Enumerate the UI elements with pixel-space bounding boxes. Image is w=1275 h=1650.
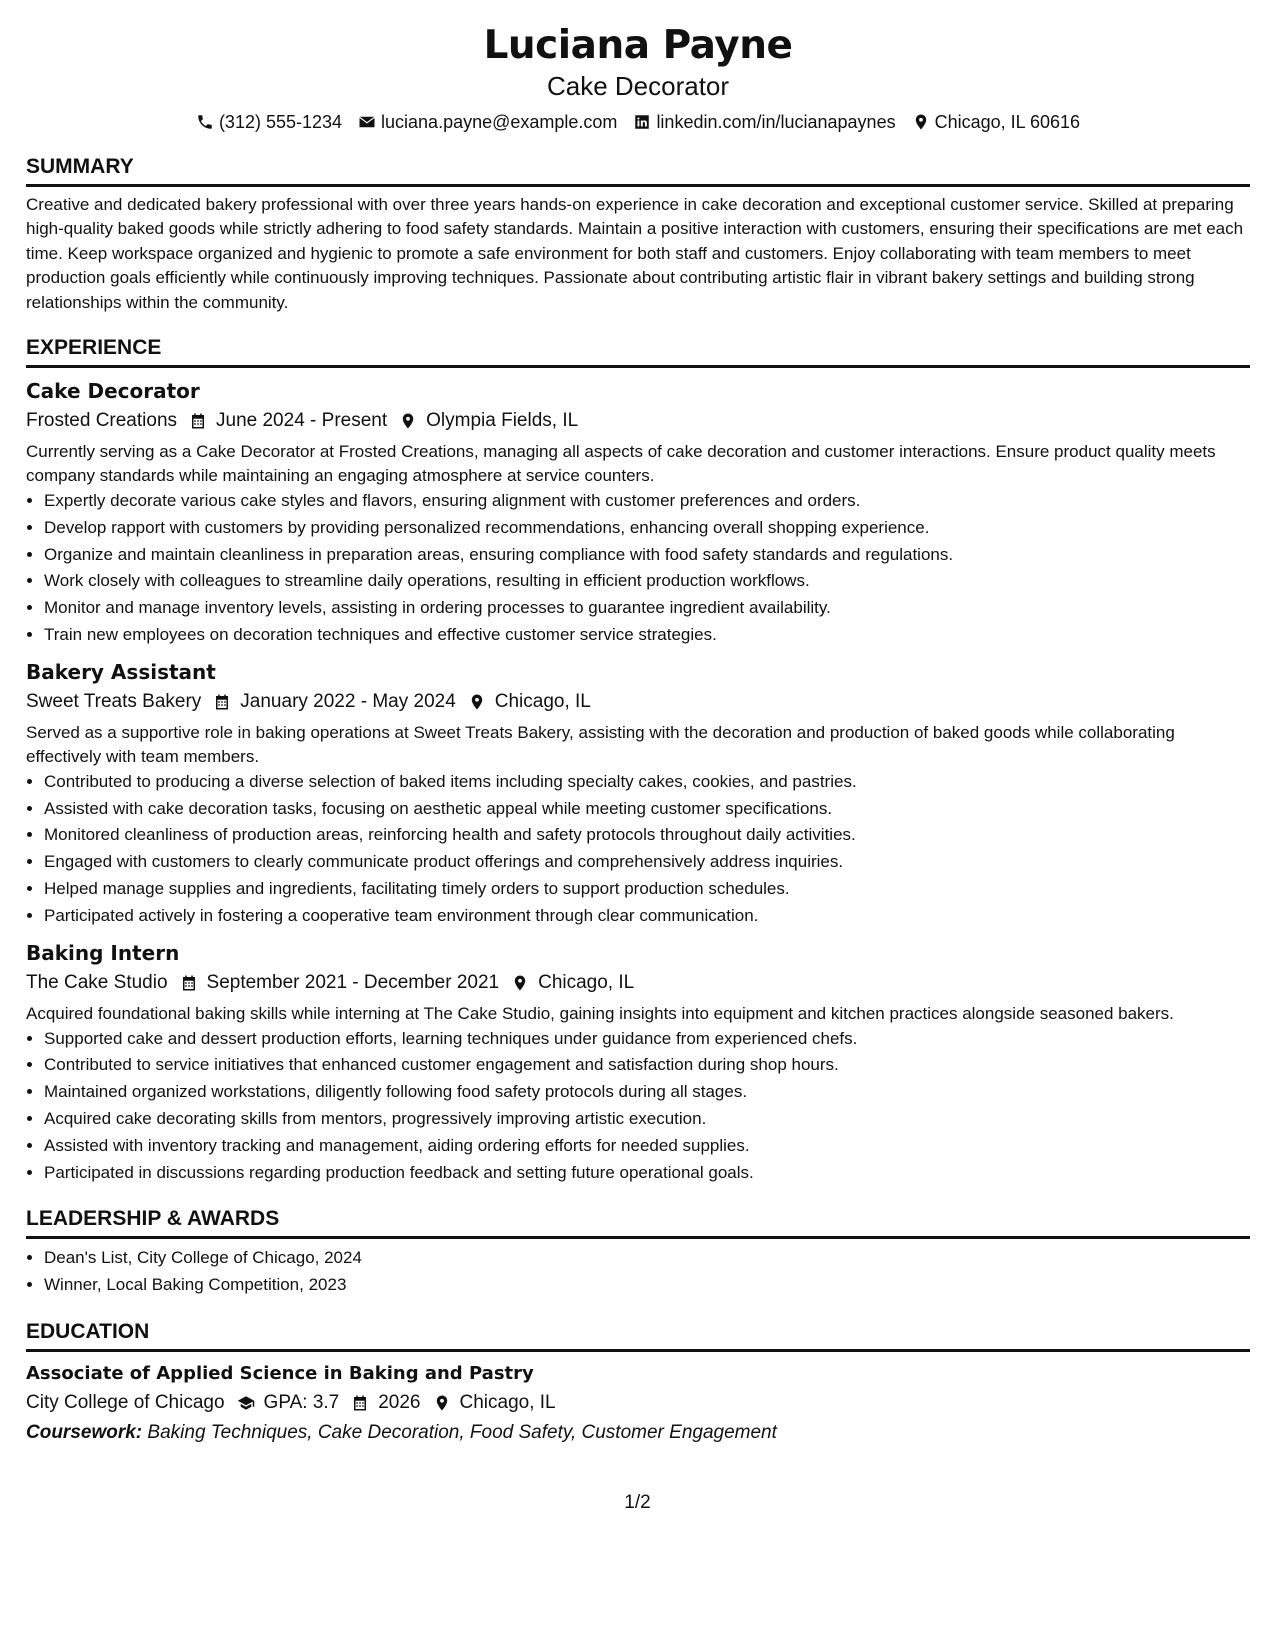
contact-location: [912, 110, 1080, 134]
job-title: Cake Decorator: [26, 379, 200, 404]
contact-linkedin[interactable]: [633, 110, 895, 134]
coursework-label: Coursework:: [26, 1421, 143, 1443]
job-bullets: [26, 769, 1250, 930]
list-item: • Winner, Local Baking Competition, 2023: [44, 1272, 1250, 1299]
summary-heading: SUMMARY: [26, 154, 1250, 187]
calendar-icon: [351, 1394, 369, 1412]
phone-text: (312) 555-1234: [218, 112, 343, 132]
map-pin-icon: [468, 693, 486, 711]
coursework-text: Baking Techniques, Cake Decoration, Food Safety, Customer Engagement: [147, 1421, 777, 1443]
job-dates: June 2024 - Present: [216, 410, 388, 432]
list-item: • Develop rapport with customers by providing personalized recommendations, enhancing overall shopping experience.: [44, 515, 1250, 542]
job-entry: [26, 659, 1250, 930]
job-meta: [26, 970, 1250, 996]
list-item: • Train new employees on decoration techniques and effective customer service strategies.: [44, 622, 1250, 649]
linkedin-text[interactable]: linkedin.com/in/lucianapaynes: [656, 112, 896, 132]
education-location: Chicago, IL: [459, 1391, 556, 1413]
job-meta: [26, 408, 1250, 434]
leadership-list: [26, 1245, 1250, 1299]
list-item: • Assisted with cake decoration tasks, focusing on aesthetic appeal while meeting customer specifications.: [44, 796, 1250, 823]
list-item: • Supported cake and dessert production efforts, learning techniques under guidance from experienced chefs.: [44, 1026, 1250, 1053]
candidate-role: Cake Decorator: [546, 71, 730, 101]
list-item: • Dean's List, City College of Chicago, 2024: [44, 1245, 1250, 1272]
page-number: 1/2: [624, 1492, 651, 1513]
list-item: • Maintained organized workstations, diligently following food safety protocols during all stages.: [44, 1079, 1250, 1106]
map-pin-icon: [433, 1394, 451, 1412]
list-item: • Monitored cleanliness of production areas, reinforcing health and safety protocols throughout daily activities.: [44, 822, 1250, 849]
job-bullets: [26, 1026, 1250, 1187]
location-text: Chicago, IL 60616: [934, 112, 1081, 132]
linkedin-icon: [633, 113, 651, 131]
contact-line: [26, 110, 1250, 134]
graduation-cap-icon: [237, 1394, 255, 1412]
job-company: Sweet Treats Bakery: [26, 690, 202, 712]
education-year: 2026: [378, 1391, 421, 1413]
contact-phone: [196, 110, 342, 134]
job-description: Acquired foundational baking skills while interning at The Cake Studio, gaining insights into equipment and kitchen practices alongside seasoned bakers.: [26, 1003, 1174, 1023]
envelope-icon: [358, 113, 376, 131]
education-degree: Associate of Applied Science in Baking and Pastry: [26, 1362, 534, 1384]
list-item: • Work closely with colleagues to streamline daily operations, resulting in efficient production workflows.: [44, 568, 1250, 595]
map-pin-icon: [399, 412, 417, 430]
resume-page: [26, 22, 1250, 1446]
education-gpa: GPA: 3.7: [263, 1391, 340, 1413]
job-meta: [26, 689, 1250, 715]
list-item: • Expertly decorate various cake styles and flavors, ensuring alignment with customer preferences and orders.: [44, 488, 1250, 515]
job-bullets: [26, 488, 1250, 649]
list-item: • Assisted with inventory tracking and management, aiding ordering efforts for needed supplies.: [44, 1133, 1250, 1160]
resume-header: [26, 22, 1250, 134]
list-item: • Engaged with customers to clearly communicate product offerings and comprehensively address inquiries.: [44, 849, 1250, 876]
phone-icon: [196, 113, 214, 131]
experience-heading: EXPERIENCE: [26, 335, 1250, 368]
job-dates: September 2021 - December 2021: [206, 971, 500, 993]
email-text[interactable]: luciana.payne@example.com: [381, 112, 618, 132]
job-entry: [26, 940, 1250, 1187]
calendar-icon: [213, 693, 231, 711]
list-item: • Contributed to service initiatives that enhanced customer engagement and satisfaction during shop hours.: [44, 1052, 1250, 1079]
list-item: • Participated in discussions regarding production feedback and setting future operational goals.: [44, 1160, 1250, 1187]
job-company: Frosted Creations: [26, 410, 178, 432]
calendar-icon: [189, 412, 207, 430]
job-location: Olympia Fields, IL: [426, 410, 579, 432]
education-school: City College of Chicago: [26, 1391, 225, 1413]
contact-email[interactable]: [358, 110, 617, 134]
candidate-name: Luciana Payne: [483, 23, 793, 68]
map-pin-icon: [912, 113, 930, 131]
list-item: • Helped manage supplies and ingredients, facilitating timely orders to support production schedules.: [44, 876, 1250, 903]
list-item: • Organize and maintain cleanliness in preparation areas, ensuring compliance with food safety standards and regulations.: [44, 542, 1250, 569]
job-title: Bakery Assistant: [26, 659, 216, 684]
job-title: Baking Intern: [26, 940, 180, 965]
job-company: The Cake Studio: [26, 971, 168, 993]
education-coursework: [26, 1420, 1250, 1446]
list-item: • Monitor and manage inventory levels, assisting in ordering processes to guarantee ingredient availability.: [44, 595, 1250, 622]
job-description: Served as a supportive role in baking operations at Sweet Treats Bakery, assisting with the decoration and production of baked goods while collaborating effectively with team members.: [26, 722, 1175, 766]
list-item: • Participated actively in fostering a cooperative team environment through clear communication.: [44, 903, 1250, 930]
summary-text: Creative and dedicated bakery professional with over three years hands-on experience in cake decoration and exceptional customer service. Skilled at preparing high-quality baked goods while strictly adhering to food safety standards. Maintain a positive interaction with customers, ensuring their specifications are met each time. Keep workspace organized and hygienic to promote a safe environment for both staff and customers. Enjoy collaborating with team members to meet production goals efficiently while continuously improving techniques. Passionate about contributing artistic flair in vibrant bakery settings and building strong relationships within the community.: [26, 195, 1244, 312]
job-location: Chicago, IL: [494, 690, 591, 712]
job-dates: January 2022 - May 2024: [240, 690, 456, 712]
education-meta: [26, 1390, 1250, 1416]
list-item: • Contributed to producing a diverse selection of baked items including specialty cakes, cookies, and pastries.: [44, 769, 1250, 796]
job-entry: [26, 378, 1250, 649]
list-item: • Acquired cake decorating skills from mentors, progressively improving artistic execution.: [44, 1106, 1250, 1133]
education-heading: EDUCATION: [26, 1319, 1250, 1352]
job-description: Currently serving as a Cake Decorator at Frosted Creations, managing all aspects of cake decoration and customer interactions. Ensure product quality meets company standards while maintaining an engaging atmosphere at service counters.: [26, 442, 1216, 486]
map-pin-icon: [511, 974, 529, 992]
calendar-icon: [180, 974, 198, 992]
job-location: Chicago, IL: [538, 971, 635, 993]
leadership-heading: LEADERSHIP & AWARDS: [26, 1206, 1250, 1239]
